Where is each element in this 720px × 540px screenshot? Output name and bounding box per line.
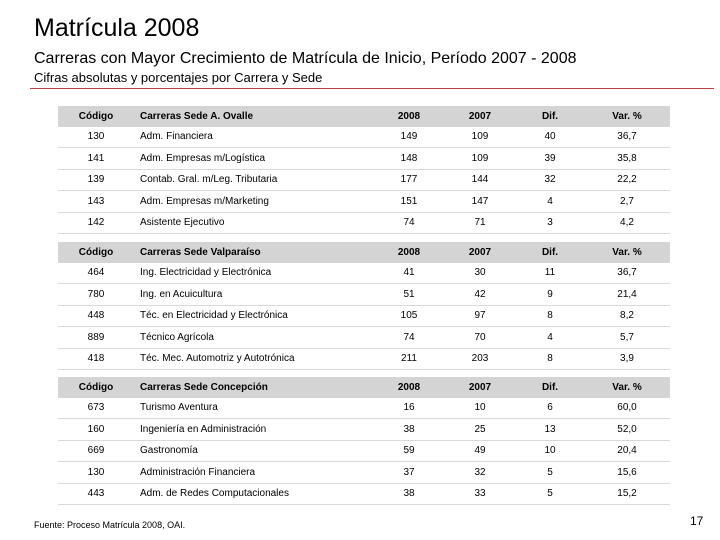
table-cell: 52,0 xyxy=(584,419,670,441)
table-block xyxy=(58,106,670,234)
table-cell: 74 xyxy=(374,327,444,349)
table-cell: 8,2 xyxy=(584,305,670,327)
table-cell: 10 xyxy=(516,440,584,462)
table-cell: Turismo Aventura xyxy=(134,398,374,419)
table-cell: 105 xyxy=(374,305,444,327)
table-cell: Ing. Electricidad y Electrónica xyxy=(134,263,374,284)
table-cell: 160 xyxy=(58,419,134,441)
table-cell: Adm. Empresas m/Logística xyxy=(134,148,374,170)
page-number: 17 xyxy=(690,514,704,528)
column-header: Dif. xyxy=(516,106,584,127)
table-cell: 49 xyxy=(444,440,516,462)
table-header-row xyxy=(58,377,670,398)
table-cell: Téc. en Electricidad y Electrónica xyxy=(134,305,374,327)
table-cell: 5,7 xyxy=(584,327,670,349)
table-cell: 15,2 xyxy=(584,483,670,505)
table-cell: 36,7 xyxy=(584,263,670,284)
table-cell: 669 xyxy=(58,440,134,462)
table-cell: 35,8 xyxy=(584,148,670,170)
table-cell: Adm. Empresas m/Marketing xyxy=(134,191,374,213)
table-cell: 889 xyxy=(58,327,134,349)
title-divider xyxy=(30,88,714,89)
table-block xyxy=(58,377,670,505)
table-cell: 32 xyxy=(516,169,584,191)
table-cell: 147 xyxy=(444,191,516,213)
table-cell: 9 xyxy=(516,284,584,306)
table-cell: 143 xyxy=(58,191,134,213)
table-cell: 37 xyxy=(374,462,444,484)
table-cell: 59 xyxy=(374,440,444,462)
table-row xyxy=(58,212,670,234)
table-cell: 40 xyxy=(516,127,584,148)
table-cell: 70 xyxy=(444,327,516,349)
column-header: Var. % xyxy=(584,377,670,398)
table-cell: 4 xyxy=(516,191,584,213)
column-header: Dif. xyxy=(516,377,584,398)
table-cell: 39 xyxy=(516,148,584,170)
page-description: Cifras absolutas y porcentajes por Carrera y Sede xyxy=(34,70,323,85)
table-cell: 211 xyxy=(374,348,444,370)
column-header: Carreras Sede Concepción xyxy=(134,377,374,398)
column-header: 2007 xyxy=(444,106,516,127)
table-cell: 74 xyxy=(374,212,444,234)
table-cell: 51 xyxy=(374,284,444,306)
table-cell: 448 xyxy=(58,305,134,327)
table-cell: Téc. Mec. Automotriz y Autotrónica xyxy=(134,348,374,370)
table-cell: 5 xyxy=(516,483,584,505)
data-table xyxy=(58,377,670,505)
table-cell: 16 xyxy=(374,398,444,419)
table-row xyxy=(58,127,670,148)
table-cell: 36,7 xyxy=(584,127,670,148)
table-cell: 177 xyxy=(374,169,444,191)
column-header: Carreras Sede Valparaíso xyxy=(134,242,374,263)
table-cell: 42 xyxy=(444,284,516,306)
column-header: 2008 xyxy=(374,106,444,127)
table-row xyxy=(58,284,670,306)
page-subtitle: Carreras con Mayor Crecimiento de Matrícula de Inicio, Período 2007 - 2008 xyxy=(34,50,577,67)
table-cell: 25 xyxy=(444,419,516,441)
table-cell: 41 xyxy=(374,263,444,284)
table-cell: 38 xyxy=(374,419,444,441)
table-cell: Adm. de Redes Computacionales xyxy=(134,483,374,505)
column-header: Dif. xyxy=(516,242,584,263)
table-row xyxy=(58,462,670,484)
table-row xyxy=(58,148,670,170)
page-title: Matrícula 2008 xyxy=(34,14,200,42)
table-header-row xyxy=(58,242,670,263)
table-cell: 6 xyxy=(516,398,584,419)
table-cell: 109 xyxy=(444,127,516,148)
table-cell: 130 xyxy=(58,127,134,148)
table-cell: 418 xyxy=(58,348,134,370)
table-cell: 3,9 xyxy=(584,348,670,370)
column-header: 2008 xyxy=(374,377,444,398)
table-cell: 141 xyxy=(58,148,134,170)
table-cell: 22,2 xyxy=(584,169,670,191)
table-cell: Contab. Gral. m/Leg. Tributaria xyxy=(134,169,374,191)
table-cell: 71 xyxy=(444,212,516,234)
table-cell: 139 xyxy=(58,169,134,191)
column-header: 2007 xyxy=(444,377,516,398)
table-cell: 203 xyxy=(444,348,516,370)
column-header: 2008 xyxy=(374,242,444,263)
table-cell: 780 xyxy=(58,284,134,306)
table-cell: Ing. en Acuicultura xyxy=(134,284,374,306)
table-cell: 142 xyxy=(58,212,134,234)
table-cell: 38 xyxy=(374,483,444,505)
column-header: Var. % xyxy=(584,242,670,263)
table-cell: 4,2 xyxy=(584,212,670,234)
table-row xyxy=(58,327,670,349)
table-row xyxy=(58,169,670,191)
column-header: Código xyxy=(58,242,134,263)
table-row xyxy=(58,263,670,284)
table-cell: Adm. Financiera xyxy=(134,127,374,148)
table-cell: Técnico Agrícola xyxy=(134,327,374,349)
table-cell: Asistente Ejecutivo xyxy=(134,212,374,234)
table-cell: 109 xyxy=(444,148,516,170)
data-table xyxy=(58,242,670,370)
table-cell: 464 xyxy=(58,263,134,284)
table-row xyxy=(58,191,670,213)
column-header: Código xyxy=(58,106,134,127)
table-cell: 4 xyxy=(516,327,584,349)
column-header: Código xyxy=(58,377,134,398)
table-cell: 13 xyxy=(516,419,584,441)
table-cell: Ingeniería en Administración xyxy=(134,419,374,441)
table-cell: 151 xyxy=(374,191,444,213)
column-header: Var. % xyxy=(584,106,670,127)
column-header: 2007 xyxy=(444,242,516,263)
table-cell: 30 xyxy=(444,263,516,284)
source-note: Fuente: Proceso Matrícula 2008, OAI. xyxy=(34,520,186,530)
table-cell: 144 xyxy=(444,169,516,191)
table-cell: 97 xyxy=(444,305,516,327)
table-cell: 10 xyxy=(444,398,516,419)
table-block xyxy=(58,242,670,370)
table-cell: Gastronomía xyxy=(134,440,374,462)
table-cell: 8 xyxy=(516,348,584,370)
table-cell: 130 xyxy=(58,462,134,484)
table-header-row xyxy=(58,106,670,127)
data-table xyxy=(58,106,670,234)
table-row xyxy=(58,398,670,419)
table-cell: 32 xyxy=(444,462,516,484)
table-cell: Administración Financiera xyxy=(134,462,374,484)
table-cell: 11 xyxy=(516,263,584,284)
table-row xyxy=(58,305,670,327)
table-cell: 60,0 xyxy=(584,398,670,419)
table-cell: 2,7 xyxy=(584,191,670,213)
table-cell: 443 xyxy=(58,483,134,505)
table-cell: 21,4 xyxy=(584,284,670,306)
table-cell: 5 xyxy=(516,462,584,484)
table-cell: 149 xyxy=(374,127,444,148)
table-cell: 148 xyxy=(374,148,444,170)
table-row xyxy=(58,419,670,441)
table-cell: 33 xyxy=(444,483,516,505)
table-row xyxy=(58,440,670,462)
column-header: Carreras Sede A. Ovalle xyxy=(134,106,374,127)
table-cell: 3 xyxy=(516,212,584,234)
table-cell: 20,4 xyxy=(584,440,670,462)
table-row xyxy=(58,483,670,505)
table-row xyxy=(58,348,670,370)
table-cell: 673 xyxy=(58,398,134,419)
table-cell: 8 xyxy=(516,305,584,327)
table-cell: 15,6 xyxy=(584,462,670,484)
